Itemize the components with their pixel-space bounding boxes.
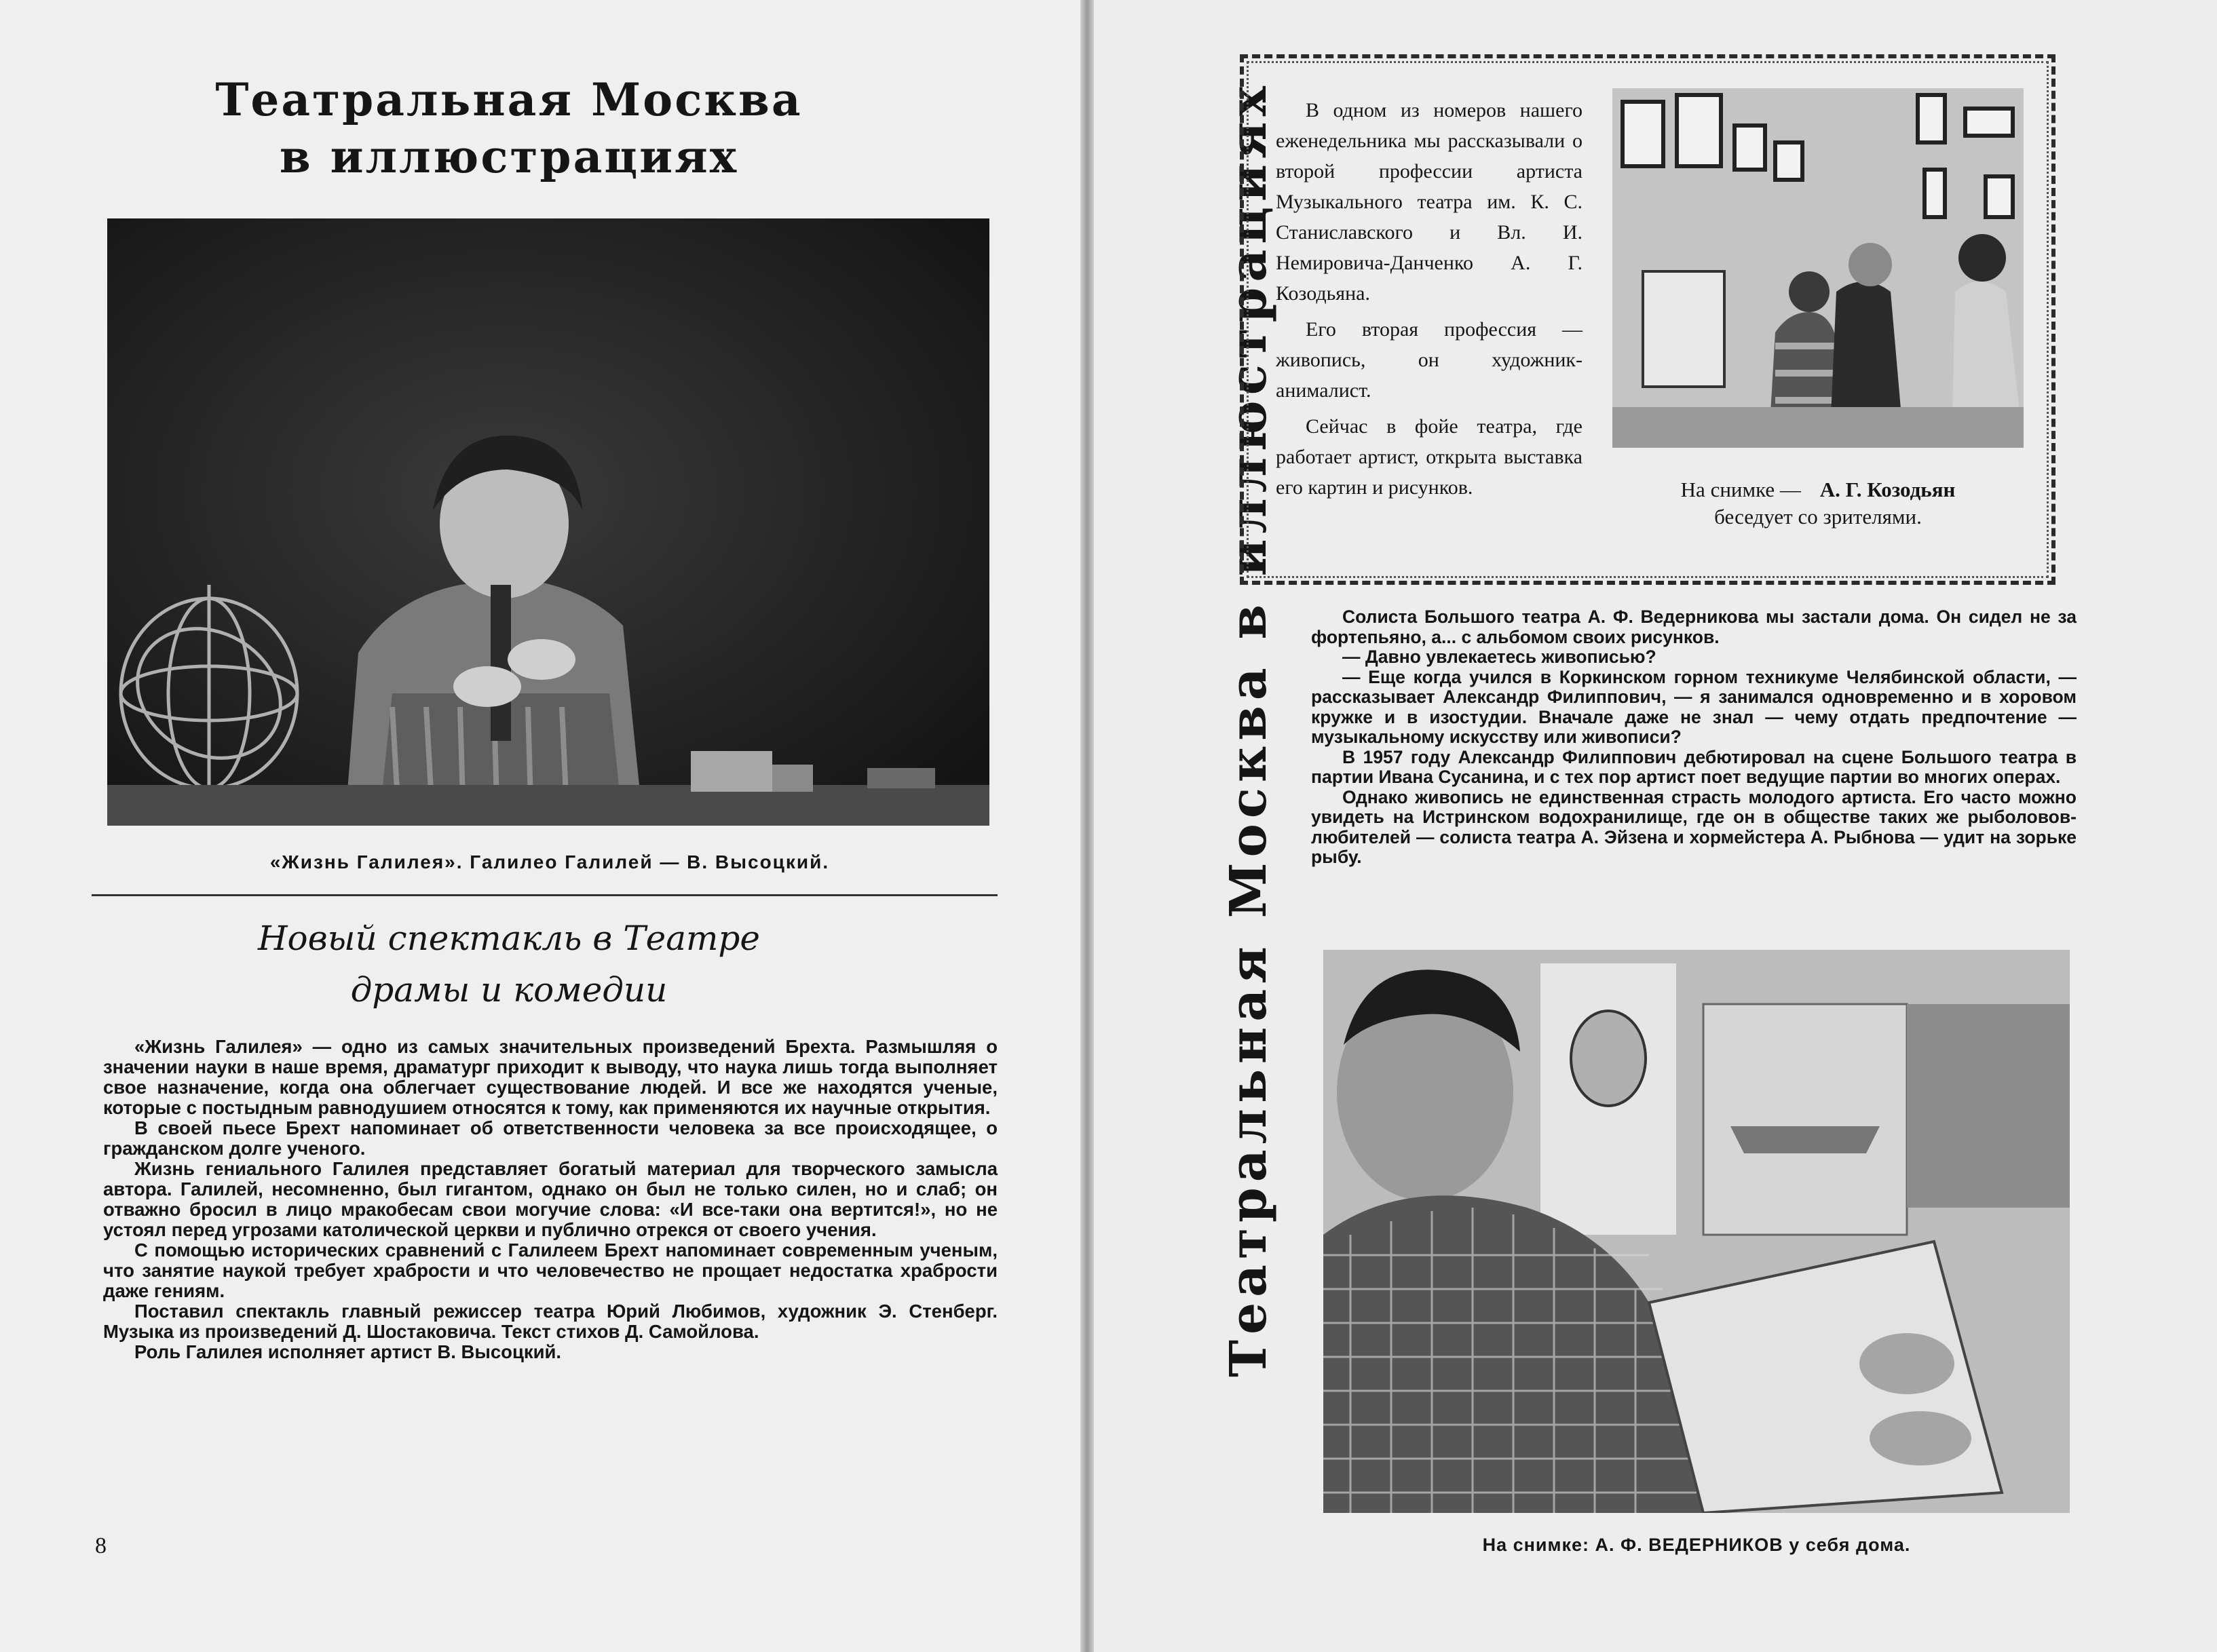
info-box-text [1276, 95, 1583, 508]
caption-prefix: На снимке — [1680, 478, 1801, 501]
divider-line [92, 894, 998, 896]
info-paragraph: Его вторая профессия — живопись, он художник-анималист. [1276, 318, 1583, 402]
galileo-photo-caption: «Жизнь Галилея». Галилео Галилей — В. Высоцкий. [269, 851, 830, 872]
info-paragraph: В одном из номеров нашего еженедельника мы рассказывали о второй профессии артиста Музыкального театра им. К. С. Станиславского и Вл. И. Немировича-Данченко А. Г. Козодьяна. [1276, 99, 1583, 305]
article-paragraph: В своей пьесе Брехт напоминает об ответственности человека за все происходящее, о гражданском долге ученого. [103, 1117, 998, 1159]
article-paragraph: Однако живопись не единственная страсть молодого артиста. Его часто можно увидеть на Истринском водохранилище, где он в обществе таких же рыболовов-любителей — солиста театра А. Эйзена и хормейстера А. Рыбнова — удит на зорьке рыбу. [1311, 786, 2077, 867]
galileo-photo-image [107, 218, 989, 826]
headline-line-2: в иллюстрациях [279, 130, 739, 183]
article-paragraph: — Еще когда учился в Коркинском горном техникуме Челябинской области, — рассказывает Александр Филиппович, — я занимался одновременно и в хоровом кружке и в изостудии. Вначале даже не знал — чему отдать предпочтение — музыкальному искусству или живописи? [1311, 666, 2077, 747]
book-spine [1080, 0, 1094, 1652]
caption-name: А. Г. Козодьян [1819, 478, 1956, 501]
article-paragraph: Жизнь гениального Галилея представляет богатый материал для творческого замысла автора. Галилей, несомненно, был гигантом, однако он был не только силен, но и слаб; он отважно бросил в лицо мракобесам свои могучие слова: «И все-таки она вертится!», но не устоял перед угрозами католической церкви и публично отрекся от своего учения. [103, 1158, 998, 1240]
article-paragraph: В 1957 году Александр Филиппович дебютировал на сцене Большого театра в партии Ивана Сусанина, и с тех пор артист поет ведущие партии во многих операх. [1311, 746, 2077, 787]
exhibition-photo [1612, 88, 2024, 448]
article-paragraph: Роль Галилея исполняет артист В. Высоцкий. [134, 1341, 562, 1362]
article-title-line-1: Новый спектакль в Театре [257, 919, 761, 958]
caption-line-1 [1612, 476, 2024, 503]
headline-line-1: Театральная Москва [215, 73, 803, 126]
article-paragraph: С помощью исторических сравнений с Галилеем Брехт напоминает современным ученым, что занятие наукой требует храбрости и что человечество не прощает недостатка храбрости даже гениям. [103, 1240, 998, 1301]
right-page [1094, 0, 2217, 1652]
article-paragraph: «Жизнь Галилея» — одно из самых значительных произведений Брехта. Размышляя о значении науки в наше время, драматург приходит к выводу, что наука лишь тогда выполняет свое назначение, когда она облегчает существование людей. И все же находятся ученые, которые с постыдным равнодушием относятся к тому, как применяются их научные открытия. [103, 1036, 998, 1118]
exhibition-photo-caption [1612, 476, 2024, 531]
vertical-headline: Театральная Москва в иллюстрациях [1219, 81, 1278, 1377]
caption-line-2: беседует со зрителями. [1714, 505, 1922, 529]
vedernikov-photo-caption: На снимке: А. Ф. ВЕДЕРНИКОВ у себя дома. [1482, 1535, 1911, 1555]
article-paragraph: — Давно увлекаетесь живописью? [1342, 647, 1656, 667]
galileo-photo [107, 218, 989, 826]
article-title [204, 913, 814, 1016]
vedernikov-photo [1323, 950, 2070, 1513]
article-title-line-2: драмы и комедии [350, 970, 668, 1010]
left-page [0, 0, 1080, 1652]
article-body [103, 1037, 998, 1362]
exhibition-photo-image [1612, 88, 2024, 448]
article-paragraph: Солиста Большого театра А. Ф. Ведерникова мы застали дома. Он сидел не за фортепьяно, а... с альбомом своих рисунков. [1311, 607, 2077, 647]
page-headline [204, 71, 814, 185]
vedernikov-article [1311, 607, 2077, 868]
info-paragraph: Сейчас в фойе театра, где работает артист, открыта выставка его картин и рисунков. [1276, 415, 1583, 499]
page-number: 8 [95, 1533, 107, 1558]
article-paragraph: Поставил спектакль главный режиссер театра Юрий Любимов, художник Э. Стенберг. Музыка из произведений Д. Шостаковича. Текст стихов Д. Самойлова. [103, 1301, 998, 1342]
vedernikov-photo-image [1323, 950, 2070, 1513]
